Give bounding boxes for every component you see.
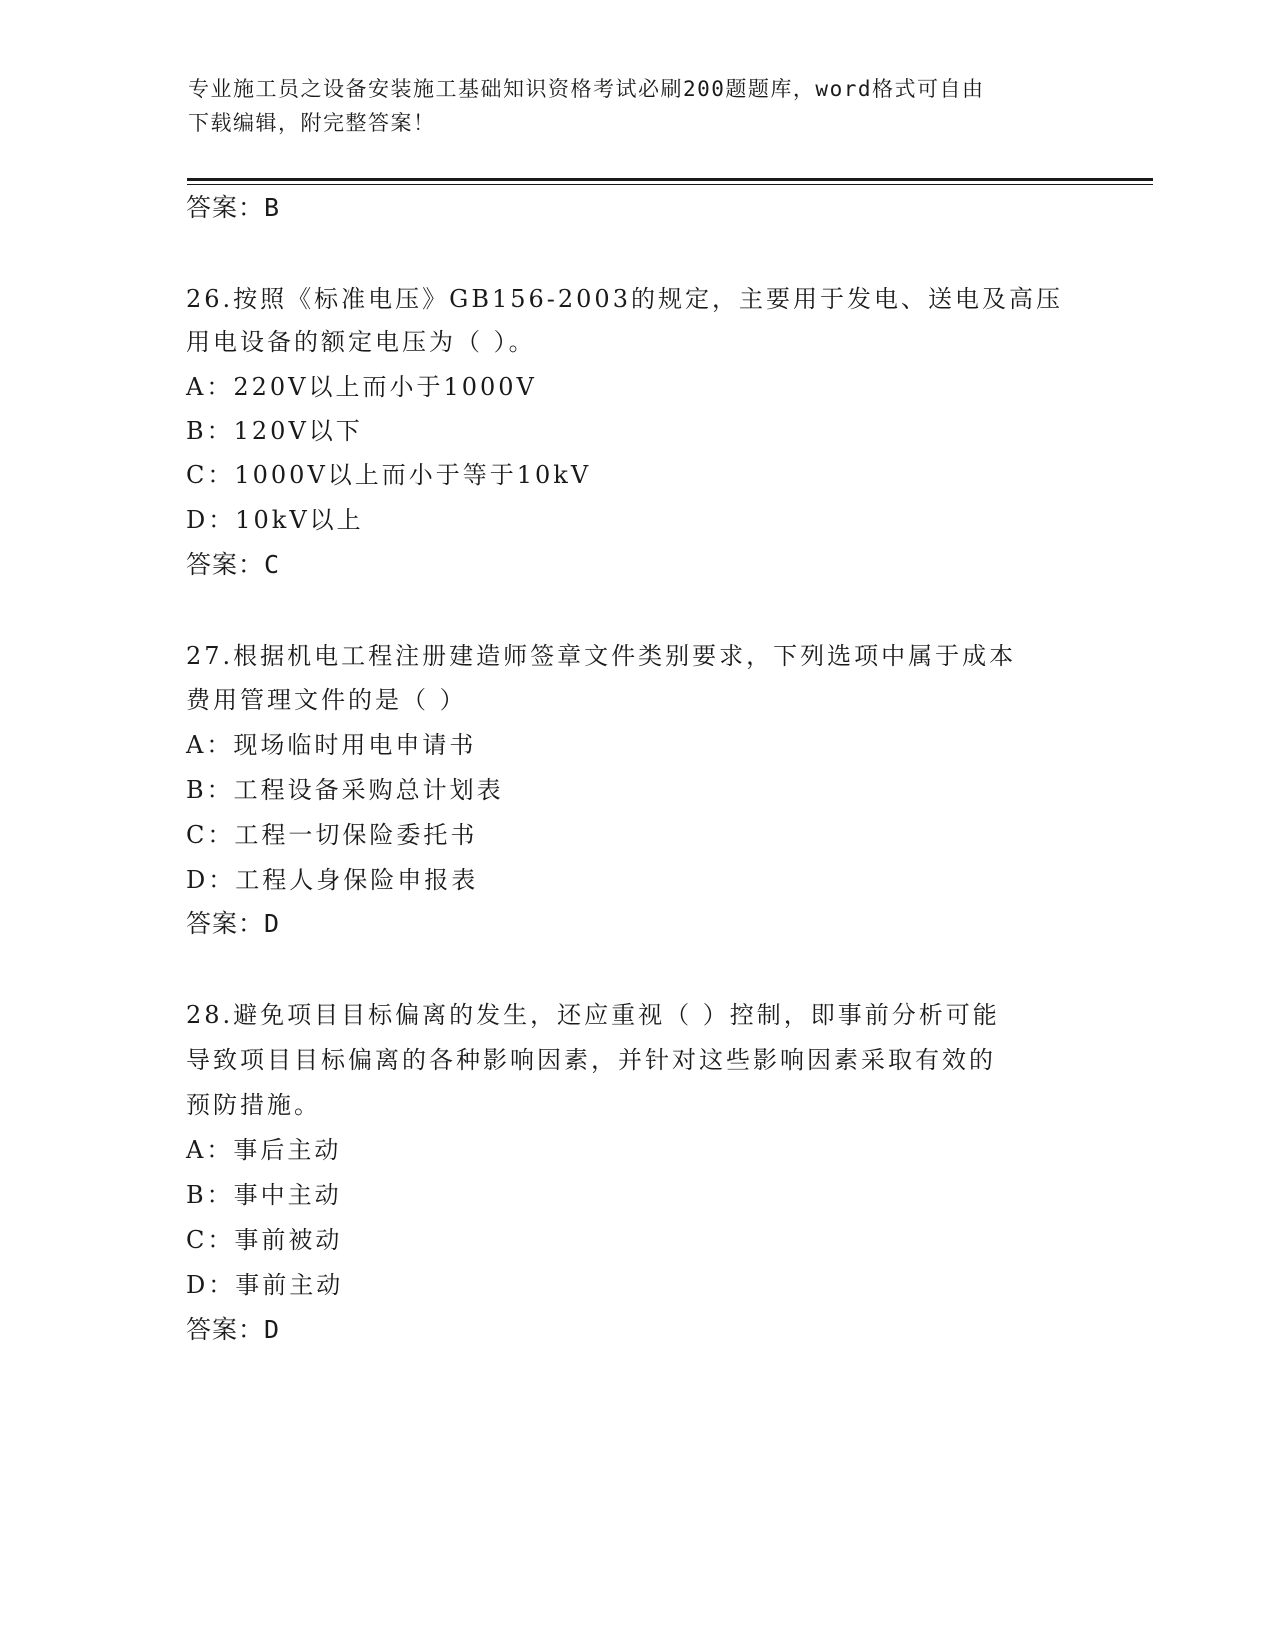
question-27-stem-line-2: 费用管理文件的是（ ） — [186, 686, 467, 714]
question-26-stem-line-2: 用电设备的额定电压为（ ）。 — [186, 328, 536, 356]
header-line-2: 下载编辑，附完整答案！ — [188, 111, 436, 135]
document-header — [188, 72, 1088, 140]
question-28-stem-line-3: 预防措施。 — [186, 1091, 321, 1119]
question-27-option-b: B：工程设备采购总计划表 — [186, 776, 504, 804]
question-28-option-d: D：事前主动 — [186, 1271, 344, 1299]
question-26-option-c: C：1000V以上而小于等于10kV — [186, 461, 592, 489]
question-26-stem-line-1: 26.按照《标准电压》GB156-2003的规定，主要用于发电、送电及高压 — [186, 285, 1063, 313]
header-divider-thick — [187, 178, 1153, 181]
question-26-answer: 答案：C — [186, 550, 281, 579]
question-26-option-a: A：220V以上而小于1000V — [186, 373, 537, 401]
question-28-option-a: A：事后主动 — [186, 1136, 342, 1164]
question-27-answer: 答案：D — [186, 909, 281, 938]
question-28-stem-line-2: 导致项目目标偏离的各种影响因素，并针对这些影响因素采取有效的 — [186, 1046, 996, 1074]
header-line-1: 专业施工员之设备安装施工基础知识资格考试必刷200题题库，word格式可自由 — [188, 77, 985, 101]
question-28-answer: 答案：D — [186, 1315, 281, 1344]
question-28-option-c: C：事前被动 — [186, 1226, 343, 1254]
answer-25: 答案：B — [186, 193, 281, 222]
question-27-option-c: C：工程一切保险委托书 — [186, 821, 478, 849]
question-26-option-b: B：120V以下 — [186, 417, 363, 445]
question-28-option-b: B：事中主动 — [186, 1181, 342, 1209]
question-28-stem-line-1: 28.避免项目目标偏离的发生，还应重视（ ）控制，即事前分析可能 — [186, 1001, 1000, 1029]
question-27-option-d: D：工程人身保险申报表 — [186, 866, 479, 894]
header-divider-thin — [187, 184, 1153, 185]
question-27-stem-line-1: 27.根据机电工程注册建造师签章文件类别要求，下列选项中属于成本 — [186, 642, 1017, 670]
question-26-option-d: D：10kV以上 — [186, 506, 364, 534]
question-27-option-a: A：现场临时用电申请书 — [186, 731, 477, 759]
